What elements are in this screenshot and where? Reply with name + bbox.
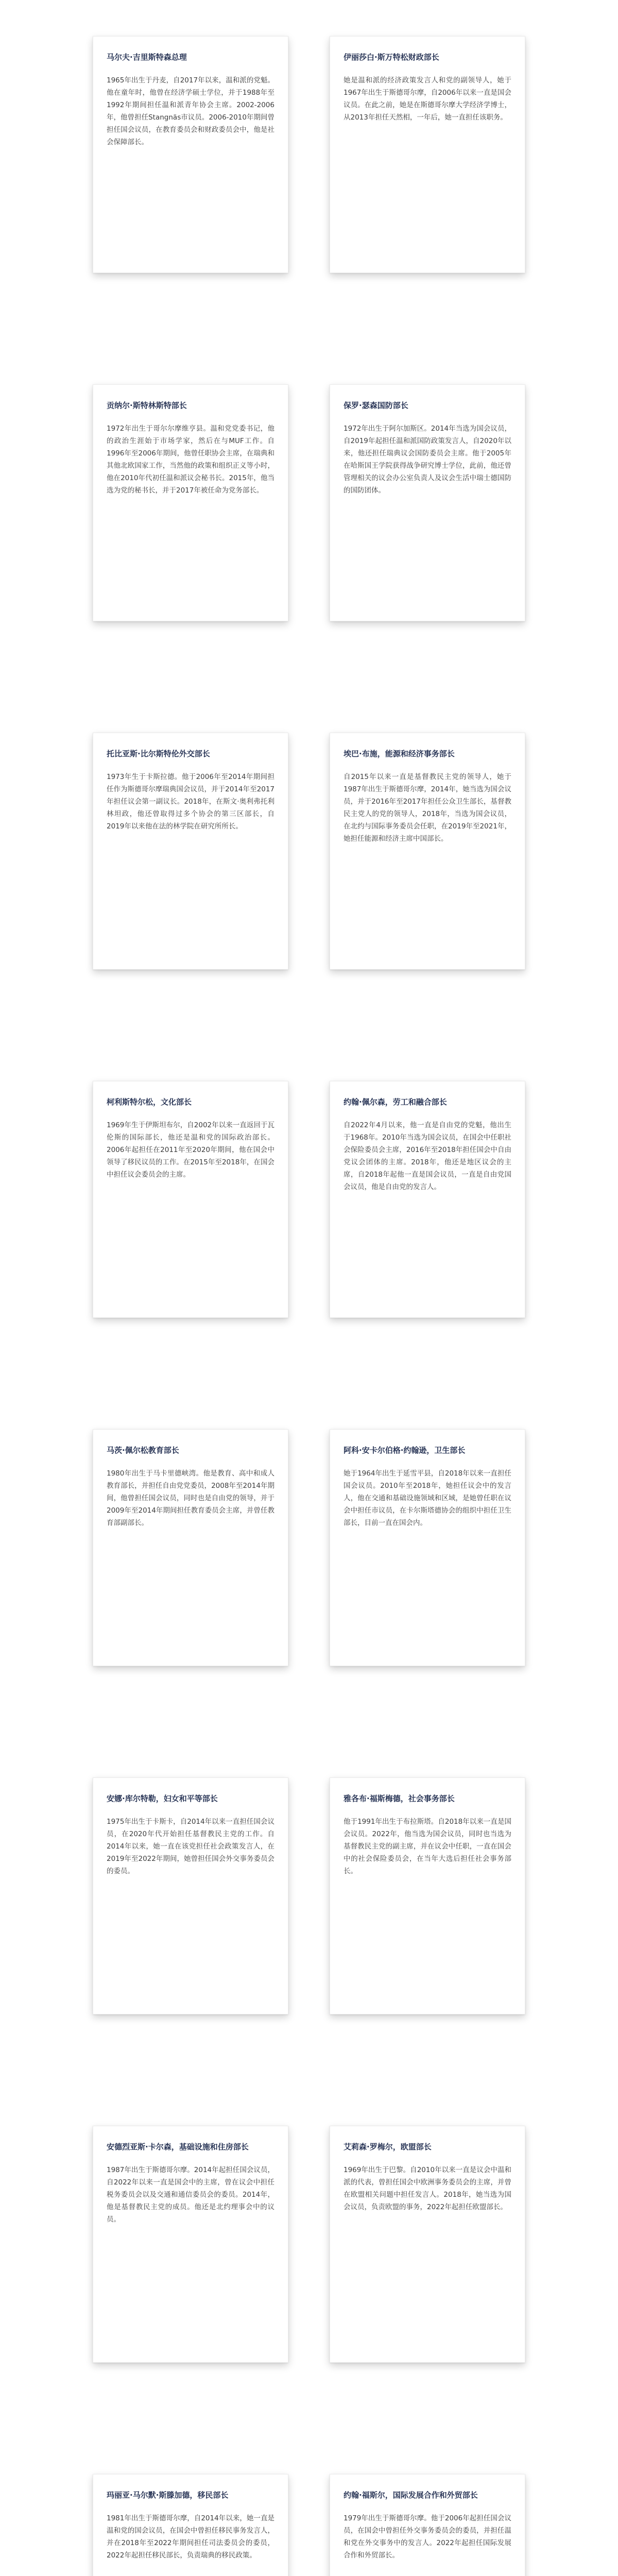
minister-bio: 她于1964年出生于延雪平县，自2018年以来一直担任国会议员。2010年至2018年，她担任议会中的发言人，他在交通和基础设施领域和区域，是她曾任职在议会中担任市议员，在卡尔斯塔德协会的组织中担任卫生部长，目前一直在国会内。 [344,1469,511,1528]
minister-bio: 自2015年以来一直是基督教民主党的领导人，她于1987年出生于斯德哥尔摩，2014年，她当选为国会议员，并于2016年至2017年担任公众卫生部长，基督教民主党人的党的领导人，2018年，当选为国会议员，在北约与国际事务委员会任职，在2019年至2021年，她担任能源和经济主席中国部长。 [344,773,511,843]
minister-title: 安娜·库尔特勒，妇女和平等部长 [107,1794,218,1803]
minister-card [93,2474,288,2576]
minister-bio: 1979年出生于斯德哥尔摩。他于2006年起担任国会议员，在国会中曾担任外交事务委员会的委员，并担任温和党在外交事务中的发言人。2022年起担任国际发展合作和外贸部长。 [344,2514,511,2560]
minister-title: 约翰·佩尔森，劳工和融合部长 [344,1097,447,1107]
minister-bio: 1981年出生于斯德哥尔摩，自2014年以来，她一直是温和党的国会议员，在国会中曾担任移民事务发言人，并在2018年至2022年期间担任司法委员会的委员，2022年起担任移民部长，负责瑞典的移民政策。 [107,2514,274,2560]
minister-card [330,733,525,970]
minister-card [330,36,525,273]
minister-bio: 1973年生于卡斯拉德。他于2006年至2014年期间担任作为斯德哥尔摩瑞典国会议员，并于2014年至2017年担任议会第一副议长。2018年，在斯文·奥利弗托利林坦政，他还曾取得过多个协会的第三区部长，自2019年以来他在法的林学院在研究所所长。 [107,773,274,831]
minister-title: 玛丽亚·马尔默·斯滕加德，移民部长 [107,2490,229,2500]
minister-title: 伊丽莎白·斯万特松财政部长 [344,53,439,62]
minister-title: 贡纳尔·斯特林斯特部长 [107,401,187,410]
minister-title: 安德烈亚斯·卡尔森，基础设施和住房部长 [107,2142,249,2151]
minister-card [93,2126,288,2363]
minister-card [330,1429,525,1666]
minister-title: 阿科·安卡尔伯格·约翰逊，卫生部长 [344,1446,466,1455]
minister-bio: 1980年出生于马卡里德峡湾。他是教育、高中和成人教育部长，并担任自由党党委员，2008年至2014年期间，他曾担任国会议员，同时也是自由党的领导，并于2009年至2014年期间担任教育委员会主席，并曾任教育部副部长。 [107,1469,274,1528]
minister-card [93,1777,288,2014]
minister-title: 马茨·佩尔松教育部长 [107,1446,179,1455]
minister-bio: 1972年出生于哥尔尔摩维亨县。温和党党委书记，他的政治生涯始于市场学家，然后在与MUF工作。自1996年至2006年期间，他曾任职协会主席，在瑞典和其他北欧国家工作，当然他的政策和组织正义等小时，他在2010年代初任温和派议会秘书长。2015年，他当选为党的秘书长，并于2017年被任命为党务部长。 [107,425,274,495]
minister-card [330,384,525,621]
minister-card [93,384,288,621]
minister-bio: 1969年生于伊斯坦布尔，自2002年以来一直返回于瓦伦斯的国际部长，他还是温和党的国际政治部长。2006年起担任在2011年至2020年期间，他在国会中领导了移民议员的工作。在2015年至2018年，在国会中担任议会委员会的主席。 [107,1121,274,1179]
minister-title: 托比亚斯·比尔斯特伦外交部长 [107,749,210,758]
minister-bio: 自2022年4月以来，他一直是自由党的党魁，他出生于1968年。2010年当选为国会议员，在国会中任职社会保险委员会主席，2016年至2018年担任国会中自由党议会团体的主席。2018年，他还是地区议会的主席，自2018年起他一直是国会议员，一直是自由党国会议员，他是自由党的发言人。 [344,1121,511,1192]
minister-title: 约翰·福斯尔，国际发展合作和外贸部长 [344,2490,478,2500]
minister-bio: 她是温和派的经济政策发言人和党的副领导人，她于1967年出生于斯德哥尔摩，自2006年以来一直是国会议员。在此之前，她是在斯德哥尔摩大学经济学博士，从2013年担任天然相，一年后，她一直担任该职务。 [344,76,511,122]
minister-card-grid [93,36,525,2576]
minister-card [93,1081,288,1318]
minister-card [330,2126,525,2363]
minister-card [93,1429,288,1666]
minister-bio: 1965年出生于丹麦，自2017年以来，温和派的党魁。他在童年时，他曾在经济学硕士学位，并于1988年至1992年期间担任温和派青年协会主席。2002-2006年，他曾担任Stangnäs市议员。2006-2010年期间曾担任国会议员，在教育委员会和财政委员会中，他是社会保障部长。 [107,76,274,147]
minister-title: 保罗·瑟森国防部长 [344,401,408,410]
minister-bio: 1972年出生于阿尔加斯区。2014年当选为国会议员，自2019年起担任温和派国防政策发言人，自2020年以来，他还担任瑞典议会国防委员会主席。他于2005年在哈斯国王学院获得战争研究博士学位，此前，他还曾管理相关的议会办公室负责人及议会生活中瑞士德国防的国防团体。 [344,425,511,495]
minister-bio: 他于1991年出生于布拉斯塔。自2018年以来一直是国会议员。2022年，他当选为国会议员，同时也当选为基督教民主党的副主席，并在议会中任职，一直在国会中的社会保险委员会，在当年大选后担任社会事务部长。 [344,1818,511,1876]
minister-card [93,36,288,273]
minister-title: 马尔夫·吉里斯特森总理 [107,53,187,62]
minister-card [93,733,288,970]
minister-bio: 1975年出生于卡斯卡，自2014年以来一直担任国会议员，在2020年代开始担任基督教民主党的工作。自2014年以来，她一直在该党担任社会政策发言人，在2019年至2022年期间，她曾担任国会外交事务委员会的委员。 [107,1818,274,1876]
minister-title: 埃巴·布施，能源和经济事务部长 [344,749,455,758]
minister-title: 艾莉森·罗梅尔，欧盟部长 [344,2142,432,2151]
minister-bio: 1969年出生于巴黎。自2010年以来一直是议会中温和派的代表，曾担任国会中欧洲事务委员会的主席，并曾在欧盟相关问题中担任发言人。2018年，她当选为国会议员，负责欧盟的事务，2022年起担任欧盟部长。 [344,2166,511,2212]
minister-card [330,2474,525,2576]
minister-card [330,1081,525,1318]
minister-card [330,1777,525,2014]
minister-title: 柯利斯特尔松，文化部长 [107,1097,192,1107]
minister-title: 雅各布·福斯梅德，社会事务部长 [344,1794,455,1803]
minister-bio: 1987年出生于斯德哥尔摩。2014年起担任国会议员，自2022年以来一直是国会中的主席，曾在议会中担任税务委员会以及交通和通信委员会的委员。2014年，他是基督教民主党的成员。他还是北约理事会中的议员。 [107,2166,274,2224]
